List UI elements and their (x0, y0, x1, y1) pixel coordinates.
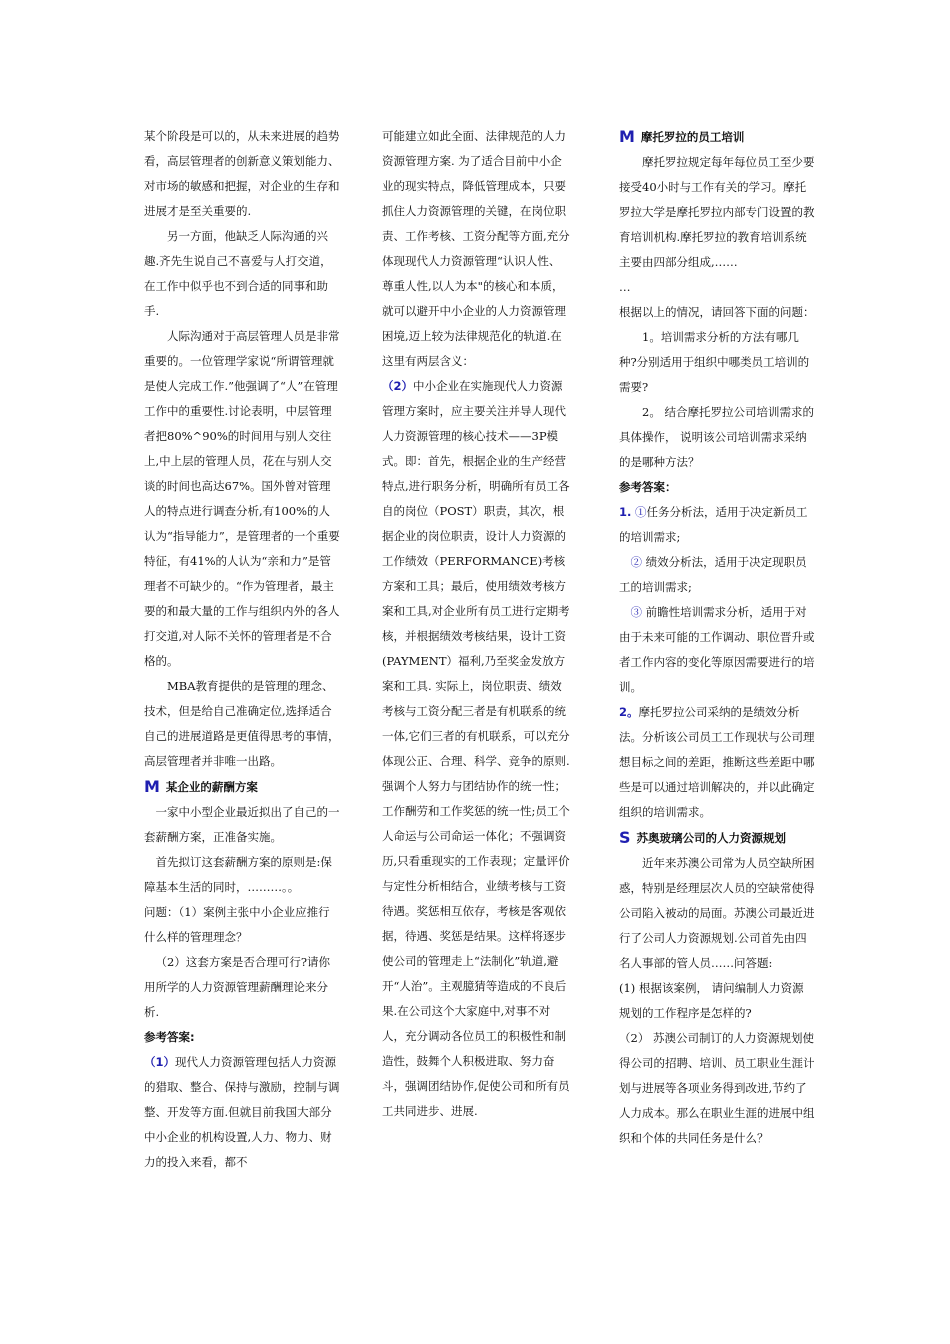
question: （2）这套方案是否合理可行?请你用所学的人力资源管理薪酬理论来分析. (144, 955, 330, 1019)
paragraph: 摩托罗拉规定每年每位员工至少要接受40小时与工作有关的学习。摩托罗拉大学是摩托罗拉内部专门设置的教育培训机构.摩托罗拉的教育培训系统主要由四部分组成,…… (619, 155, 815, 269)
answer (619, 600, 815, 700)
heading-title: 摩托罗拉的员工培训 (640, 130, 745, 144)
answer-number: （2） (382, 379, 414, 393)
column-left (144, 124, 340, 1175)
heading-title: 某企业的薪酬方案 (165, 780, 258, 794)
heading-marker: M (619, 127, 635, 146)
circled-number: ① (635, 505, 647, 519)
paragraph: 可能建立如此全面、法律规范的人力资源管理方案. 为了适合目前中小企业的现实特点，降低管理成本，只要抓住人力资源管理的关键，在岗位职责、工作考核、工资分配等方面,充分体现现代人力资源管理“认识人性、尊重人性,以人为本"的核心和本质，就可以避开中小企业的人力资源管理困境,迈上较为法律规范化的轨道.在这里有两层含义： (382, 129, 570, 368)
column-middle (382, 124, 570, 1124)
paragraph: MBA教育提供的是管理的理念、技术，但是给自己准确定位,选择适合自己的进展道路是更值得思考的事情，高层管理者并非唯一出路。 (144, 679, 340, 768)
answer-text: 前瞻性培训需求分析，适用于对由于未来可能的工作调动、职位晋升或者工作内容的变化等原因需要进行的培训。 (619, 605, 815, 694)
paragraph: 首先拟订这套薪酬方案的原则是:保障基本生活的同时，………。。 (144, 855, 332, 894)
answer (619, 700, 815, 825)
answer-text: 绩效分析法，适用于决定现职员工的培训需求; (619, 555, 807, 594)
answer-label: 参考答案: (144, 1030, 195, 1044)
question: 1。培训需求分析的方法有哪几种?分别适用于组织中哪类员工培训的需要? (619, 330, 810, 394)
answer-number: 2。 (619, 705, 639, 719)
answer-text: 现代人力资源管理包括人力资源的猎取、整合、保持与激励，控制与调整、开发等方面.但就目前我国大部分中小企业的机构设置,人力、物力、财力的投入来看，都不 (144, 1055, 340, 1169)
heading-marker: M (144, 777, 160, 796)
column-right (619, 124, 815, 1151)
paragraph: 根据以上的情况，请回答下面的问题： (619, 305, 815, 319)
answer (619, 500, 815, 550)
paragraph: 某个阶段是可以的，从未来进展的趋势看，高层管理者的创新意义策划能力、对市场的敏感和把握，对企业的生存和进展才是至关重要的. (144, 129, 340, 218)
paragraph: 人际沟通对于高层管理人员是非常重要的。一位管理学家说“所谓管理就是使人完成工作.”他强调了“人”在管理工作中的重要性.讨论表明，中层管理者把80%^90%的时间用与别人交往上,中上层的管理人员，花在与别人交谈的时间也高达67%。国外曾对管理人的特点进行调查分析,有100%的人认为“指导能力”，是管理者的一个重要特征，有41%的人认为“亲和力”是管理者不可缺少的。“作为管理者，最主要的和最大量的工作与组织内外的各人打交道,对人际不关怀的管理者是不合格的。 (144, 329, 340, 668)
answer-text: 任务分析法，适用于决定新员工的培训需求; (619, 505, 808, 544)
answer (382, 374, 570, 1124)
circled-number: ② (630, 555, 642, 569)
question: （2） 苏澳公司制订的人力资源规划使得公司的招聘、培训、员工职业生涯计划与进展等各项业务得到改进,节约了人力成本。那么在职业生涯的进展中组织和个体的共同任务是什么？ (619, 1031, 815, 1145)
question: (1) 根据该案例， 请问编制人力资源规划的工作程序是怎样的? (619, 981, 804, 1020)
answer-text: 摩托罗拉公司采纳的是绩效分析法。分析该公司员工工作现状与公司理想目标之间的差距，推断这些差距中哪些是可以通过培训解决的，并以此确定组织的培训需求。 (619, 705, 815, 819)
answer-text: 中小企业在实施现代人力资源管理方案时，应主要关注并导人现代人力资源管理的核心技术——3P模式。即：首先，根据企业的生产经营特点,进行职务分析，明确所有员工各自的岗位（POST）职责，其次，根据企业的岗位职责，设计人力资源的工作绩效（PERFORMANCE)考核方案和工具；最后，使用绩效考核方案和工具,对企业所有员工进行定期考核，并根据绩效考核结果，设计工资(PAYMENT）福利,乃至奖金发放方案和工具. 实际上，岗位职责、绩效考核与工资分配三者是有机联系的统一体,它们三者的有机联系，可以充分体现公正、合理、科学、竞争的原则.强调个人努力与团结协作的统一性；工作酬劳和工作奖惩的统一性;员工个人命运与公司命运一体化；不强调资历,只看重现实的工作表现；定量评价与定性分析相结合，业绩考核与工资待遇。奖惩相互依存，考核是客观依据，待遇、奖惩是结果。这样将逐步使公司的管理走上“法制化”轨道,避开“人治”。主观臆猜等造成的不良后果.在公司这个大家庭中,对事不对人，充分调动各位员工的积极性和制造性，鼓舞个人积极进取、努力奋斗，强调团结协作,促使公司和所有员工共同进步、进展. (382, 379, 570, 1118)
question: 2。 结合摩托罗拉公司培训需求的具体操作， 说明该公司培训需求采纳的是哪种方法？ (619, 405, 814, 469)
paragraph: 另一方面，他缺乏人际沟通的兴趣.齐先生说自己不喜爱与人打交道，在工作中似乎也不到合适的同事和助手. (144, 229, 332, 318)
paragraph: … (619, 280, 631, 294)
question: 问题：（1）案例主张中小企业应推行什么样的管理理念？ (144, 905, 330, 944)
answer-label: 参考答案： (619, 480, 677, 494)
paragraph: 一家中小型企业最近拟出了自己的一套薪酬方案，正准备实施。 (144, 805, 340, 844)
heading-marker: S (619, 828, 631, 847)
answer-number: 1. (619, 505, 632, 519)
answer-number: （1） (144, 1055, 176, 1069)
answer (144, 1050, 340, 1175)
section-heading (619, 124, 815, 150)
section-heading (619, 825, 815, 851)
section-heading (144, 774, 340, 800)
answer (619, 550, 815, 600)
paragraph: 近年来苏澳公司常为人员空缺所困惑，特别是经理层次人员的空缺常使得公司陷入被动的局面。苏澳公司最近进行了公司人力资源规划.公司首先由四名人事部的管人员……问答题: (619, 856, 815, 970)
circled-number: ③ (630, 605, 642, 619)
heading-title: 苏奥玻璃公司的人力资源规划 (636, 831, 787, 845)
